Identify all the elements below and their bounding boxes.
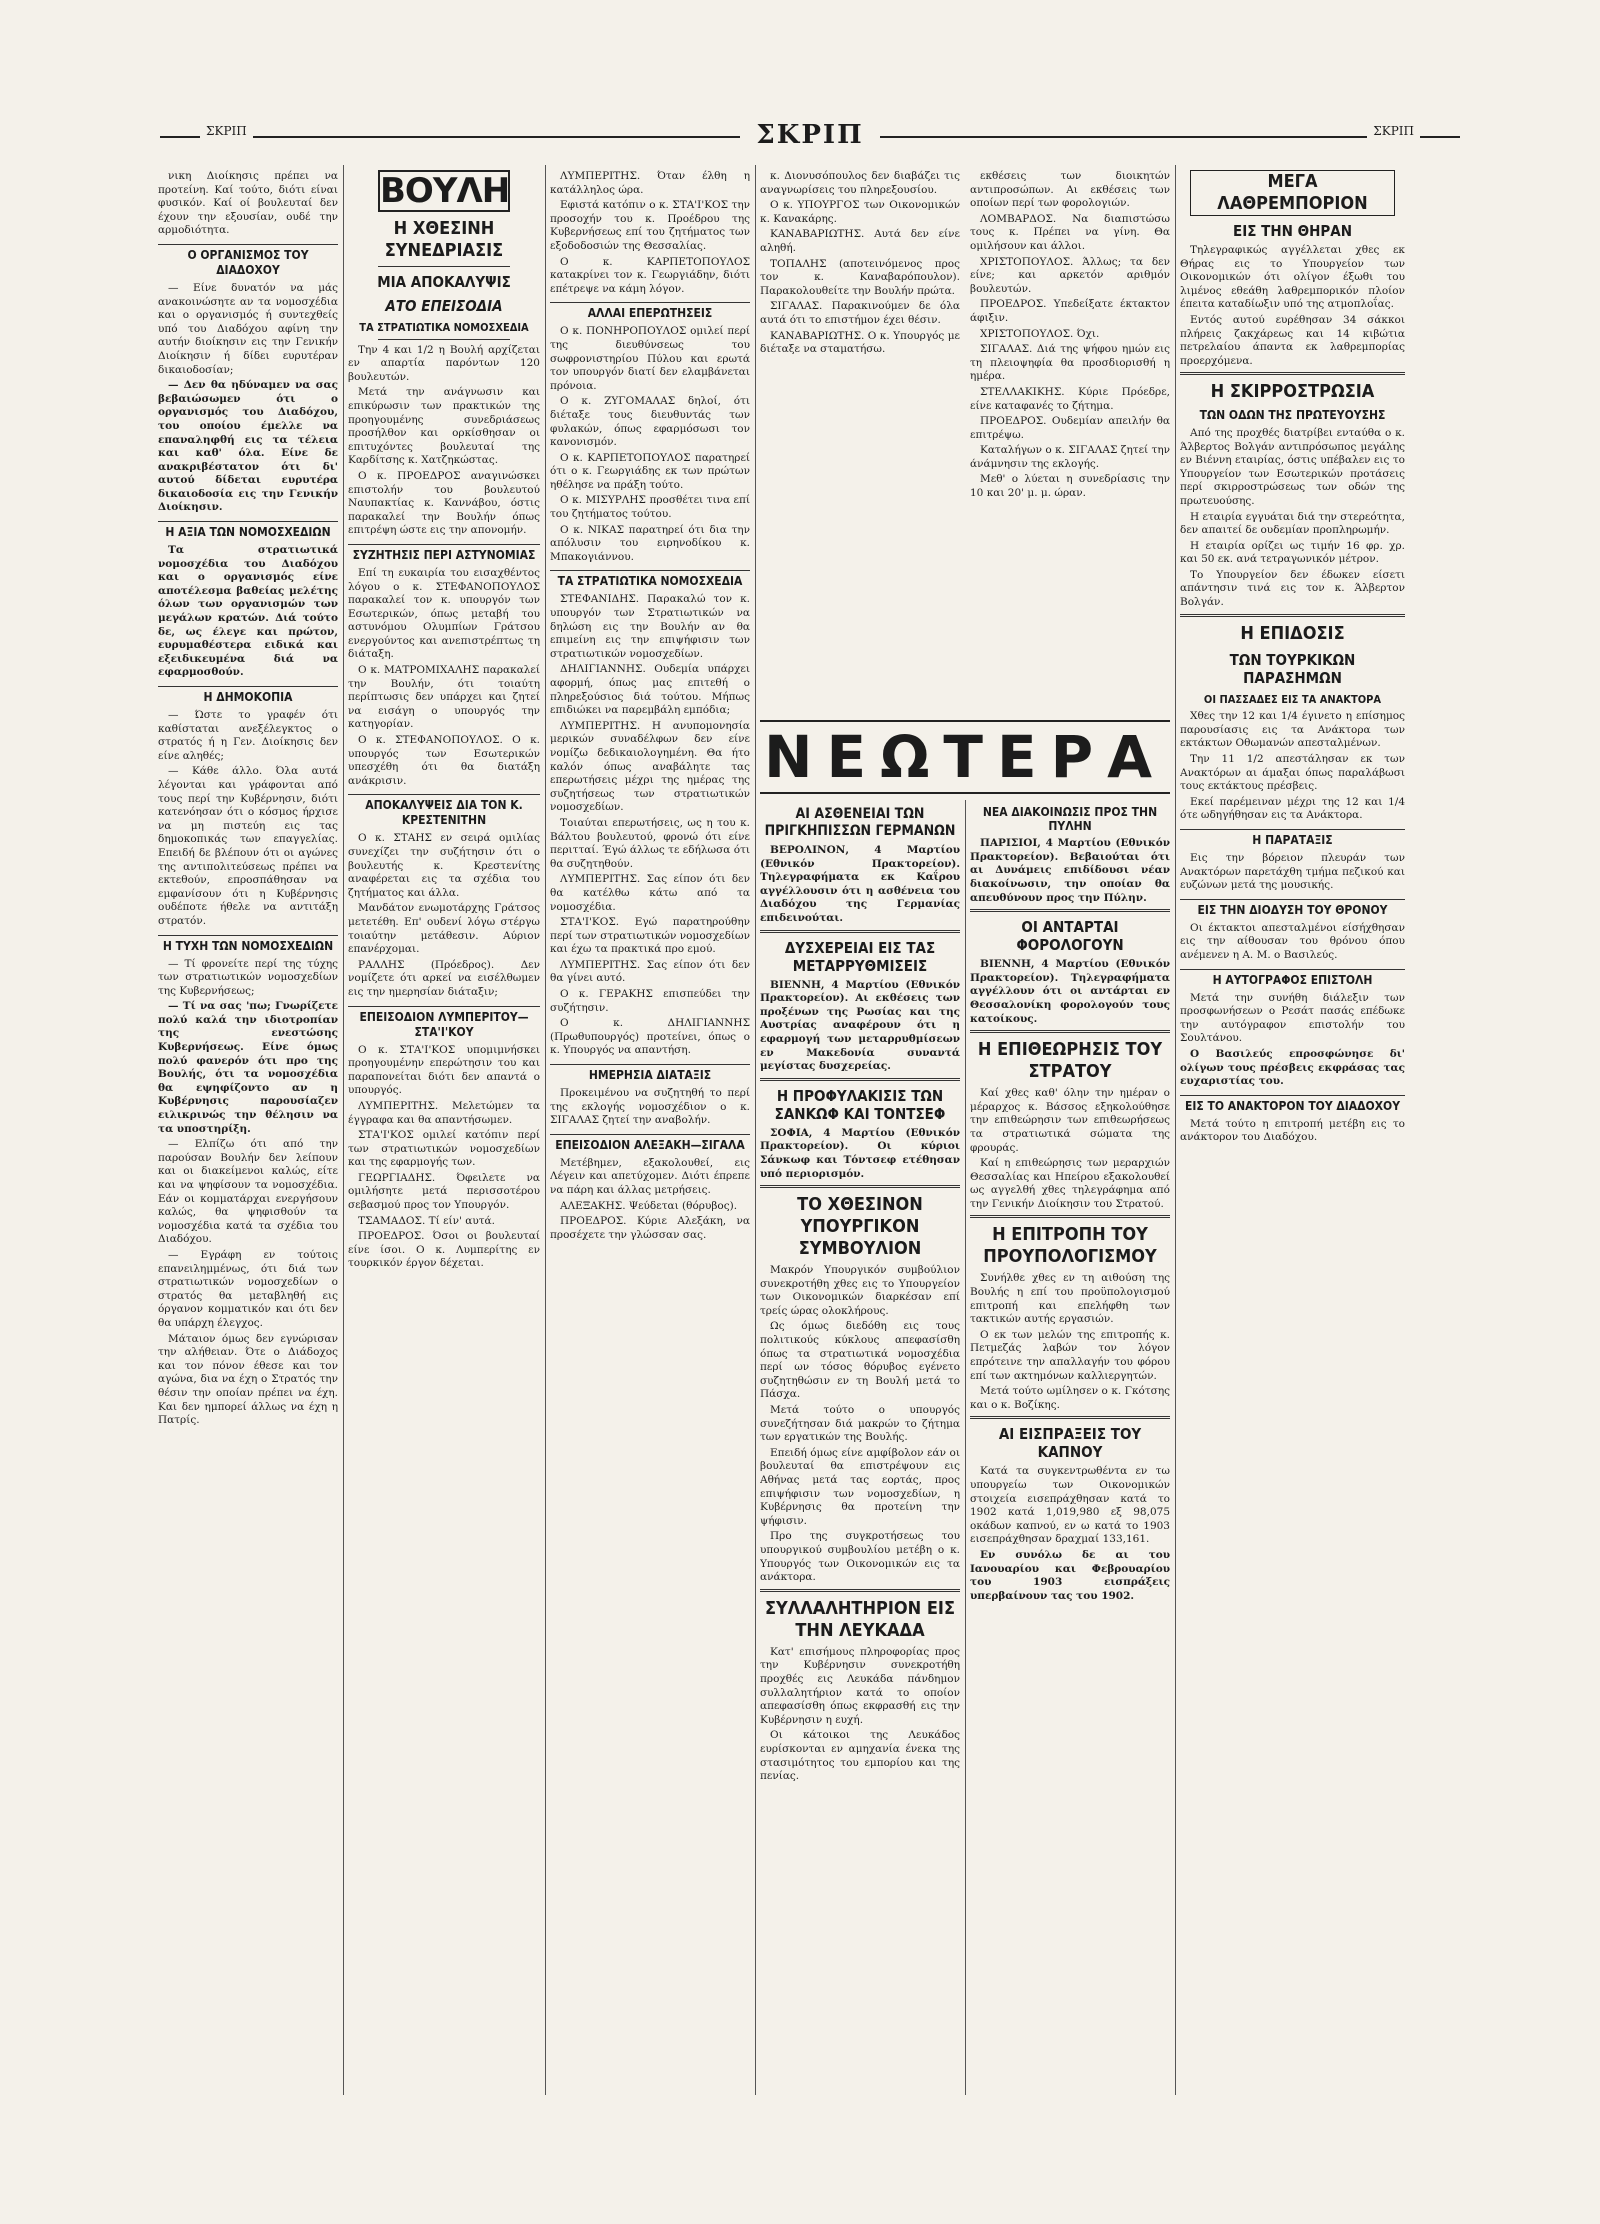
article-heading: ΤΟ ΧΘΕΣΙΝΟΝ ΥΠΟΥΡΓΙΚΟΝ ΣΥΜΒΟΥΛΙΟΝ (797, 1194, 923, 1260)
article-text: Η εταιρία ορίζει ως τιμήν 16 φρ. χρ. και 50 εκ. ανά τετραγωνικόν μέτρον. (1180, 539, 1405, 566)
article-text: Ο κ. ΣΤΑ'Ι'ΚΟΣ υπομιμνήσκει προηγουμένην επερώτησιν του και παραπονείται διότι δεν απαντά ο υπουργός. (348, 1043, 540, 1097)
column-divider (343, 165, 344, 2095)
article-text: ΣΤΕΛΛΑΚΙΚΗΣ. Κύριε Πρόεδρε, είνε καταφανές το ζήτημα. (970, 385, 1170, 412)
article-heading: ΑΠΟΚΑΛΥΨΕΙΣ ΔΙΑ ΤΟΝ Κ. ΚΡΕΣΤΕΝΙΤΗΝ (348, 794, 540, 828)
article-text: — Είνε δυνατόν να μάς ανακοινώσητε αν τα νομοσχέδια και ο οργανισμός ή συντεχθείς υπό του Διαδόχου αφίνη την αυτήν διοίκησιν εις την Γενικήν Διοίκησιν ή δίδει ευρυτέραν δικαιοδοσίαν; (158, 281, 338, 376)
article-text: Εφιστά κατόπιν ο κ. ΣΤΑ'Ι'ΚΟΣ την προσοχήν του κ. Προέδρου της Κυβερνήσεως επί του ζητήματος των εξοδοδοσιών της Θεσσαλίας. (550, 199, 750, 252)
article-text: Μεθ' ο λύεται η συνεδρίασις την 10 και 20' μ. μ. ώραν. (970, 473, 1170, 500)
article-heading: ΝΕΑ ΔΙΑΚΟΙΝΩΣΙΣ ΠΡΟΣ ΤΗΝ ΠΥΛΗΝ (982, 805, 1158, 833)
article-text: Ο εκ των μελών της επιτροπής κ. Πετμεζάς λαβών τον λόγον επρότεινε την απαλλαγήν του φόρου επί των ακτημόνων καλλιεργητών. (970, 1328, 1170, 1382)
article-text: ΚΑΝΑΒΑΡΙΩΤΗΣ. Ο κ. Υπουργός με διέταξε να σταματήσω. (760, 329, 960, 356)
article-text: ΛΟΜΒΑΡΔΟΣ. Να διαπιστώσω τους κ. Πρέπει να γίνη. Θα ομιλήσουν και άλλοι. (970, 212, 1170, 252)
article-text: Ο κ. ΔΗΛΙΓΙΑΝΝΗΣ (Πρωθυπουργός) προτείνει, όπως ο κ. Υπουργός να απαντήση. (550, 1017, 750, 1057)
article-text: Την 4 και 1/2 η Βουλή αρχίζεται εν απαρτία παρόντων 120 βουλευτών. (348, 343, 540, 383)
article-subheading: ΤΩΝ ΤΟΥΡΚΙΚΩΝ ΠΑΡΑΣΗΜΩΝ (1229, 650, 1356, 687)
article-heading: Η ΠΑΡΑΤΑΞΙΣ (1180, 829, 1405, 848)
article-text: Εν συνόλω δε αι του Ιανουαρίου και Φεβρουαρίου του 1903 εισπράξεις υπερβαίνουν τας του 1902. (970, 1548, 1170, 1602)
article-text: Κατά τα συγκεντρωθέντα εν τω υπουργείω των Οικονομικών στοιχεία εισεπράχθησαν κατά το 1902 κατά 1,019,980 εξ 98,075 οκάδων καπνού, εν ω κατά το 1903 εισεπράχθησαν δραχμαί 133,161. (970, 1465, 1170, 1546)
article-text: Συνήλθε χθες εν τη αιθούση της Βουλής η επί του προϋπολογισμού επιτροπή και επελήφθη των τακτικών αυτής εργασιών. (970, 1272, 1170, 1326)
article-text: Καί χθες καθ' όλην την ημέραν ο μέραρχος κ. Βάσσος εξηκολούθησε την επιθεώρησιν των επιθεωρήσεως τα στρατιωτικά σώματα της φρουράς. (970, 1087, 1170, 1154)
article-heading: ΕΙΣ ΤΗΝ ΔΙΟΔΥΣΗ ΤΟΥ ΘΡΟΝΟΥ (1180, 899, 1405, 918)
divider (970, 1215, 1170, 1218)
section-subtitle: ΤΑ ΣΤΡΑΤΙΩΤΙΚΑ ΝΟΜΟΣΧΕΔΙΑ (359, 321, 529, 334)
article-text: Προ της συγκροτήσεως του υπουργικού συμβουλίου μετέβη ο κ. Υπουργός των Οικονομικών εις τα ανάκτορα. (760, 1530, 960, 1584)
article-text: — Ελπίζω ότι από την παρούσαν Βουλήν δεν λείπουν και οι διακείμενοι καλώς, είτε και να ψηφίσουν τα νομοσχέδια. Εάν οι κομματάρχαι ενεργήσουν καλώς, θα ψηφισθούν τα νομοσχέδια κατά τα σχέδια του Διαδόχου. (158, 1138, 338, 1246)
divider (1180, 614, 1405, 617)
article-text: ΒΕΡΟΛΙΝΟΝ, 4 Μαρτίου (Εθνικόν Πρακτορείον). Τηλεγραφήματα εκ Καΐρου αγγέλλουσιν ότι η ασθένεια του Διαδόχου της Γερμανίας επιδεινούται. (760, 844, 960, 924)
article-heading: Η ΠΡΟΦΥΛΑΚΙΣΙΣ ΤΩΝ ΣΑΝΚΩΦ ΚΑΙ ΤΟΝΤΣΕΦ (774, 1086, 946, 1123)
article-text: ΛΥΜΠΕΡΙΤΗΣ. Σας είπον ότι δεν θα γίνει αυτό. (550, 958, 750, 985)
section-subtitle: ΜΙΑ ΑΠΟΚΑΛΥΨΙΣ (377, 273, 511, 291)
column-divider (1175, 165, 1176, 2095)
divider (970, 909, 1170, 912)
article-heading: ΤΑ ΣΤΡΑΤΙΩΤΙΚΑ ΝΟΜΟΣΧΕΔΙΑ (550, 570, 750, 589)
article-text: Κατ' επισήμους πληροφορίας προς την Κυβέρνησιν συνεκροτήθη προχθές εις Λευκάδα πάνδημον συλλαλητήριον κατά το οποίον απεφασίσθη όπως εκφρασθή εις την Κυβέρνησιν η ευχή. (760, 1645, 960, 1726)
article-heading: Η ΑΞΙΑ ΤΩΝ ΝΟΜΟΣΧΕΔΙΩΝ (158, 521, 338, 540)
article-text: Χθες την 12 και 1/4 έγινετο η επίσημος παρουσίασις εις τα Ανάκτορα των εκτάκτων Οθωμανών απεσταλμένων. (1180, 710, 1405, 750)
article-text: ΛΥΜΠΕΡΙΤΗΣ. Η ανυπομονησία μερικών συναδέλφων δεν είνε νομίζω δεδικαιολογημένη. Θα ήτο καλόν όπως αναβάλητε τας επερωτήσεις μέχρι της ημέρας της συζητήσεως των στρατιωτικών νομοσχεδίων. (550, 719, 750, 814)
article-text: Τοιαύται επερωτήσεις, ως η του κ. Βάλτου βουλευτού, φρονώ ότι είνε περιτταί. Έγώ άλλως τε εδήλωσα ότι θα συζητηθούν. (550, 816, 750, 870)
divider (970, 1030, 1170, 1033)
article-heading: ΟΙ ΑΝΤΑΡΤΑΙ ΦΟΡΟΛΟΓΟΥΝ (1016, 918, 1124, 955)
divider (1180, 372, 1405, 375)
article-text: ΣΤΑ'Ι'ΚΟΣ ομιλεί κατόπιν περί των στρατιωτικών νομοσχεδίων και της εφαρμογής των. (348, 1129, 540, 1169)
article-text: Ο κ. ΚΑΡΠΕΤΟΠΟΥΛΟΣ παρατηρεί ότι ο κ. Γεωργιάδης εκ των πρώτων ηθέλησε να πράξη τούτο. (550, 451, 750, 491)
article-text: Από της προχθές διατρίβει ενταύθα ο κ. Άλβερτος Βολγάν αντιπρόσωπος μεγάλης εν Βιέννη εταιρίας, όστις υπέβαλεν εις το Υπουργείον των Εσωτερικών προτάσεις περί σκιρροστρώσεως των οδών της πρωτευούσης. (1180, 426, 1405, 507)
article-text: ΚΑΝΑΒΑΡΙΩΤΗΣ. Αυτά δεν είνε αληθή. (760, 228, 960, 254)
article-heading: ΣΥΛΛΑΛΗΤΗΡΙΟΝ ΕΙΣ ΤΗΝ ΛΕΥΚΑΔΑ (764, 1597, 956, 1641)
article-text: ΑΛΕΞΑΚΗΣ. Ψεύδεται (θόρυβος). (560, 1199, 738, 1212)
article-text: ΣΟΦΙΑ, 4 Μαρτίου (Εθνικόν Πρακτορείον). Οι κύριοι Σάνκωφ και Τόντσεφ ετέθησαν υπό περιορισμόν. (760, 1126, 960, 1180)
article-text: ΔΗΛΙΓΙΑΝΝΗΣ. Ουδεμία υπάρχει αφορμή, όπως μας επιτεθή ο πληρεξούσιος διά τούτου. Μήπως επιδιώκει να παρεμβάλη εμπόδια; (550, 663, 750, 717)
article-text: ΣΙΓΑΛΑΣ. Διά της ψήφου ημών εις τη πλειοψηφία θα προσδιορισθή η ημέρα. (970, 343, 1170, 383)
masthead (160, 120, 1460, 156)
article-text: ΧΡΙΣΤΟΠΟΥΛΟΣ. Όχι. (980, 327, 1100, 340)
article-text: Μετά τούτο ο υπουργός συνεζήτησαν διά μακρών το ζήτημα των εργατικών της Βουλής. (760, 1404, 960, 1444)
divider (760, 1078, 960, 1081)
article-heading: Η ΕΠΙΔΟΣΙΣ (1240, 622, 1345, 644)
article-text: Η εταιρία εγγυάται διά την στερεότητα, δεν απαιτεί δε ουδεμίαν προπληρωμήν. (1180, 510, 1405, 537)
section-subtitle: ΑΤΟ ΕΠΕΙΣΟΔΙΑ (385, 297, 503, 315)
article-text: ΡΑΛΛΗΣ (Πρόεδρος). Δεν νομίζετε ότι αρκεί να εισέλθωμεν εις την ημερησίαν διάταξιν; (348, 958, 540, 998)
article-heading: ΑΙ ΑΣΘΕΝΕΙΑΙ ΤΩΝ ΠΡΙΓΚΗΠΙΣΣΩΝ ΓΕΡΜΑΝΩΝ (764, 806, 956, 839)
article-text: ΠΡΟΕΔΡΟΣ. Κύριε Αλεξάκη, να προσέχετε την γλώσσαν σας. (550, 1215, 750, 1241)
article-text: Ο κ. ΣΤΑΗΣ εν σειρά ομιλίας συνεχίζει την συζήτησιν ότι ο βουλευτής κ. Κρεστενίτης αναφέρεται εις τα σχέδια του ζητήματος και άλλα. (348, 832, 540, 899)
section-title-vouli: ΒΟΥΛΗ (380, 171, 510, 211)
column-5-bottom (970, 800, 1170, 2090)
article-text: Ο Βασιλεύς επροσφώνησε δι' ολίγων τους πρέσβεις εκφράσας τας ευχαριστίας του. (1180, 1047, 1405, 1088)
article-text: Καταλήγων ο κ. ΣΙΓΑΛΑΣ ζητεί την άνάμνησιν της εκλογής. (970, 444, 1170, 470)
article-text: ΧΡΙΣΤΟΠΟΥΛΟΣ. Άλλως; τα δεν είνε; και αρκετόν αριθμόν βουλευτών. (970, 255, 1170, 295)
article-heading: Η ΕΠΙΘΕΩΡΗΣΙΣ ΤΟΥ ΣΤΡΑΤΟΥ (977, 1039, 1163, 1083)
article-heading: ΕΠΕΙΣΟΔΙΟΝ ΛΥΜΠΕΡΙΤΟΥ—ΣΤΑ'Ι'ΚΟΥ (348, 1006, 540, 1040)
article-text: Το Υπουργείον δεν έδωκεν είσετι απάντησιν τινά εις τον κ. Άλβερτον Βολγάν. (1180, 568, 1405, 609)
article-text: Ο κ. ΝΙΚΑΣ παρατηρεί ότι δια την απόλυσιν του ειρηνοδίκου κ. Μπακογιάννου. (550, 523, 750, 563)
article-text: Ο κ. ΖΥΓΟΜΑΛΑΣ δηλοί, ότι διέταξε τους διευθυντάς των φυλακών, όπως εφαρμόσωσι τον κανονισμόν. (550, 395, 750, 449)
column-4-bottom (760, 800, 960, 2090)
article-text: ΠΡΟΕΔΡΟΣ. Όσοι οι βουλευταί είνε ίσοι. Ο κ. Λυμπερίτης εν τουρκικόν έργον δέχεται. (348, 1230, 540, 1270)
article-heading: Η ΤΥΧΗ ΤΩΝ ΝΟΜΟΣΧΕΔΙΩΝ (158, 935, 338, 954)
column-divider (755, 165, 756, 2095)
article-text: Μακρόν Υπουργικόν συμβούλιον συνεκροτήθη χθες εις το Υπουργείον των Οικονομικών διαρκέσαν επί τρείς ώρας ολοκλήρους. (760, 1264, 960, 1317)
article-text: Ο κ. ΠΟΝΗΡΟΠΟΥΛΟΣ ομιλεί περί της διευθύνσεως του σωφρονιστηρίου Πύλου και ερωτά τον υπουργόν διατί δεν ελαμβάνεται πρόνοια. (550, 325, 750, 392)
column-4-top (760, 170, 960, 710)
divider (970, 1416, 1170, 1419)
article-text: Μετά την συνήθη διάλεξιν των προσφωνήσεων ο Ρεσάτ πασάς επέδωκε την αυτόγραφον επιστολήν του Σουλτάνου. (1180, 991, 1405, 1045)
article-text: — Κάθε άλλο. Όλα αυτά λέγονται και γράφονται από τους περί την Κυβέρνησιν, διότι κατενόησαν ότι ο κόσμος ήρχισε να μη πιστεύη εις τας δημοκοπικάς των επαγγελίας. Επειδή δε βλέπουν ότι οι αγώνες της αντιπολιτεύσεως πρέπει να εκτεθούν, επροσπάθησαν να εμφανίσουν ότι η Κυβέρνησις ουδέποτε ήθελε να αντιτάξη στρατόν. (158, 765, 338, 927)
masthead-right-text: ΣΚΡΙΠ (1367, 124, 1420, 138)
article-text: Ο κ. ΥΠΟΥΡΓΟΣ των Οικονομικών κ. Κανακάρης. (760, 199, 960, 225)
column-5-top (970, 170, 1170, 710)
article-text: Ως όμως διεδόθη εις τους πολιτικούς κύκλους απεφασίσθη όπως τα στρατιωτικά νομοσχέδια περί ων τόσος θόρυβος εγένετο συζητηθώσιν εν τη Βουλή μετά το Πάσχα. (760, 1320, 960, 1401)
article-text: Εις την βόρειον πλευράν των Ανακτόρων παρετάχθη τμήμα πεζικού και ευζώνων μετά της μουσικής. (1180, 852, 1405, 892)
divider (760, 1589, 960, 1592)
article-heading: Η ΑΥΤΟΓΡΑΦΟΣ ΕΠΙΣΤΟΛΗ (1180, 969, 1405, 988)
article-text: ΒΙΕΝΝΗ, 4 Μαρτίου (Εθνικόν Πρακτορείον). Τηλεγραφήματα αγγέλλουν ότι οι αντάρται εν Θεσσαλονίκη φορολογούν τους κατοίκους. (970, 958, 1170, 1025)
article-heading: Η ΔΗΜΟΚΟΠΙΑ (158, 686, 338, 705)
section-subtitle: Η ΧΘΕΣΙΝΗ ΣΥΝΕΔΡΙΑΣΙΣ (384, 218, 504, 261)
column-1 (158, 170, 338, 2090)
article-subheading: ΕΙΣ ΤΗΝ ΘΗΡΑΝ (1232, 222, 1353, 240)
article-text: Επειδή όμως είνε αμφίβολον εάν οι βουλευταί θα επιστρέψουν εις Αθήνας μετά τας εορτάς, προς επιψήφισιν των νομοσχεδίων, η Κυβέρνησις θα προτείνη την ψήφισιν. (760, 1446, 960, 1527)
article-heading: ΔΥΣΧΕΡΕΙΑΙ ΕΙΣ ΤΑΣ ΜΕΤΑΡΡΥΘΜΙΣΕΙΣ (784, 938, 936, 975)
article-text: Μανδάτον ενωμοτάρχης Γράτσος μετετέθη. Επ' ουδενί λόγω στέργω τοιαύτην μετάθεσιν. Αύριον επανέρχομαι. (348, 902, 540, 956)
article-text: — Εγράφη εν τούτοις επανειλημμένως, ότι διά των στρατιωτικών νομοσχεδίων ο στρατός θα μεταβληθή εις όργανον κομματικόν και ότι δεν θα υπάρχη έλεγχος. (158, 1248, 338, 1329)
article-text: Ο κ. ΜΑΤΡΟΜΙΧΑΛΗΣ παρακαλεί την Βουλήν, ότι τοιαύτη περίπτωσις δεν υπάρχει και ζητεί να εισάγη ο υπουργός την κατηγορίαν. (348, 664, 540, 731)
article-text: Προκειμένου να συζητηθή το περί της εκλογής νομοσχέδιον ο κ. ΣΙΓΑΛΑΣ ζητεί την αναβολήν. (550, 1087, 750, 1127)
masthead-left-text: ΣΚΡΙΠ (200, 124, 253, 138)
article-text: Εντός αυτού ευρέθησαν 34 σάκκοι πλήρεις ζακχάρεως και 14 κιβώτια πετρελαίου άπαντα εκ λαθρεμπορίας προερχόμενα. (1180, 313, 1405, 367)
article-text: ΛΥΜΠΕΡΙΤΗΣ. Σας είπον ότι δεν θα κατέλθω κάτω από τα νομοσχέδια. (550, 873, 750, 913)
article-text: Ο κ. ΜΙΣΥΡΛΗΣ προσθέτει τινα επί του ζητήματος τούτου. (550, 494, 750, 521)
column-3 (550, 170, 750, 2090)
article-heading: ΗΜΕΡΗΣΙΑ ΔΙΑΤΑΞΙΣ (550, 1064, 750, 1083)
article-heading: ΜΕΓΑ ΛΑΘΡΕΜΠΟΡΙΟΝ (1190, 170, 1395, 216)
article-text: ΤΟΠΑΛΗΣ (αποτεινόμενος προς τον κ. Καναβαρόπουλον). Παρακολουθείτε την Βουλήν πρώτα. (760, 257, 960, 297)
article-text: Ο κ. ΚΑΡΠΕΤΟΠΟΥΛΟΣ κατακρίνει τον κ. Γεωργιάδην, διότι επέτρεψε να κάμη λόγον. (550, 255, 750, 295)
article-text: ΒΙΕΝΝΗ, 4 Μαρτίου (Εθνικόν Πρακτορείον). Αι εκθέσεις των προξένων της Ρωσίας και της Αυστρίας αναφέρουν ότι η εφαρμογή των μεταρρυθμίσεων εν Μακεδονία συναντά μεγίστας δυσχερείας. (760, 978, 960, 1073)
article-text: Ο κ. ΣΤΕΦΑΝΟΠΟΥΛΟΣ. Ο κ. υπουργός των Εσωτερικών υπεσχέθη ότι θα διατάξη ανάκρισιν. (348, 734, 540, 787)
article-text: ΣΤΕΦΑΝΙΔΗΣ. Παρακαλώ τον κ. υπουργόν των Στρατιωτικών να δηλώση εις την Βουλήν αν θα επιμείνη εις την επιψήφισιν των στρατιωτικών νομοσχεδίων. (550, 593, 750, 660)
article-text: Τηλεγραφικώς αγγέλλεται χθες εκ Θήρας εις το Υπουργείον των Οικονομικών ότι ολίγον έξωθι του λιμένος εθεάθη λαθρεμπορικόν πλοίον έπειτα καταδίωξιν υπό της ατμοπλοΐας. (1180, 244, 1405, 311)
article-heading: Η ΕΠΙΤΡΟΠΗ ΤΟΥ ΠΡΟΥΠΟΛΟΓΙΣΜΟΥ (983, 1224, 1157, 1268)
article-text: Εκεί παρέμειναν μέχρι της 12 και 1/4 ότε ωδηγήθησαν εις τα Ανάκτορα. (1180, 795, 1405, 822)
article-text: ΠΡΟΕΔΡΟΣ. Υπεδείξατε έκτακτον άφιξιν. (970, 298, 1170, 324)
article-text: Μετά τούτο η επιτροπή μετέβη εις το ανάκτορον του Διαδόχου. (1180, 1117, 1405, 1144)
article-heading: ΣΥΖΗΤΗΣΙΣ ΠΕΡΙ ΑΣΤΥΝΟΜΙΑΣ (348, 544, 540, 563)
article-text: — Τί φρονείτε περί της τύχης των στρατιωτικών νομοσχεδίων της Κυβερνήσεως; (158, 957, 338, 997)
article-text: ΠΡΟΕΔΡΟΣ. Ουδεμίαν απειλήν θα επιτρέψω. (970, 415, 1170, 441)
newspaper-title: ΣΚΡΙΠ (740, 120, 880, 150)
article-text: εκθέσεις των διοικητών αντιπροσώπων. Αι εκθέσεις των οποίων περί των φορολογιών. (970, 170, 1170, 210)
article-text: Καί η επιθεώρησις των μεραρχιών Θεσσαλίας και Ηπείρου εξακολουθεί ως αγγελθή χθες τηλεγράφημα από την Γενικήν Διοίκησιν του Στρατού. (970, 1157, 1170, 1210)
article-text: νικη Διοίκησις πρέπει να προτείνη. Καί τούτο, διότι είναι φυσικόν. Καί οί βουλευταί δεν έχουν την εξουσίαν, ουδέ την αρμοδιότητα. (158, 170, 338, 237)
article-text: ΛΥΜΠΕΡΙΤΗΣ. Όταν έλθη η κατάλληλος ώρα. (550, 170, 750, 196)
article-text: ΓΕΩΡΓΙΑΔΗΣ. Όφειλετε να ομιλήσητε μετά περισσοτέρου σεβασμού προς τον Υπουργόν. (348, 1171, 540, 1212)
article-heading: Η ΣΚΙΡΡΟΣΤΡΩΣΙΑ (1210, 381, 1375, 403)
column-divider (545, 165, 546, 2095)
article-text: Την 11 1/2 απεστάλησαν εκ των Ανακτόρων αι άμαξαι όπως παραλάβωσι τους εκτάκτους πρέσβεις. (1180, 753, 1405, 793)
article-heading: Ο ΟΡΓΑΝΙΣΜΟΣ ΤΟΥ ΔΙΑΔΟΧΟΥ (158, 244, 338, 278)
article-text: Επί τη ευκαιρία του εισαχθέντος λόγου ο κ. ΣΤΕΦΑΝΟΠΟΥΛΟΣ παρακαλεί τον κ. υπουργόν των Εσωτερικών, όπως μεταβή του αστυνόμου Ολυμπίων Γράτσου ενεργούντος και ανεπιστρέπτως τη διάταξη. (348, 566, 540, 661)
article-text: Μάταιον όμως δεν εγνώρισαν την αλήθειαν. Ότε ο Διάδοχος και τον πόνον έθεσε και τον αγώνα, δια να έχη ο Στρατός την θέσιν την οποίαν πρέπει να έχη. Και δεν ημπορεί άλλως να έχη η Πατρίς. (158, 1332, 338, 1427)
article-text: — Ώστε το γραφέν ότι καθίσταται ανεξέλεγκτος ο στρατός ή η Γεν. Διοίκησις δεν είνε αληθές; (158, 709, 338, 762)
article-heading: ΕΙΣ ΤΟ ΑΝΑΚΤΟΡΟΝ ΤΟΥ ΔΙΑΔΟΧΟΥ (1180, 1095, 1405, 1114)
article-text: Οι κάτοικοι της Λευκάδος ευρίσκονται εν αμηχανία ένεκα της στασιμότητος του εμπορίου και της πενίας. (760, 1729, 960, 1783)
article-heading: ΑΛΛΑΙ ΕΠΕΡΩΤΗΣΕΙΣ (550, 302, 750, 321)
article-text: κ. Διονυσόπουλος δεν διαβάζει τις αναγνωρίσεις του πληρεξουσίου. (760, 170, 960, 196)
column-divider (965, 800, 966, 2095)
article-text: Μετά τούτο ωμίλησεν ο κ. Γκότσης και ο κ. Βοζίκης. (970, 1385, 1170, 1411)
divider (378, 339, 510, 340)
article-text: ΣΙΓΑΛΑΣ. Παρακινούμεν δε όλα αυτά ότι το επιστήμον έχει θέσιν. (760, 300, 960, 326)
article-text: Ο κ. ΠΡΟΕΔΡΟΣ αναγινώσκει επιστολήν του βουλευτού Ναυπακτίας κ. Καννάβου, όστις παρακαλεί την Βουλήν όπως επιτρέψη ώστε εις την απονομήν. (348, 469, 540, 537)
article-text: Μετέβημεν, εξακολουθεί, εις Λέγειν και απετύχομεν. Διότι έπρεπε να πάρη και άλλας μετρήσεις. (550, 1156, 750, 1196)
article-text: — Δεν θα ηδύναμεν να σας βεβαιώσωμεν ότι ο οργανισμός του Διαδόχου, του οποίου έμελλε να επαναληφθή εις τα τέλεια και καθ' όλα. Είνε δε ανακριβέστατον ότι δι' αυτού δίδεται ευρυτέρα δικαιοδοσία εις την Γενικήν Διοίκησιν. (158, 379, 338, 514)
divider (378, 266, 510, 267)
article-text: Μετά την ανάγνωσιν και επικύρωσιν των πρακτικών της προηγουμένης συνεδριάσεως προσήλθον και ορκίσθησαν οι επιτυχόντες βουλευταί της Καρδίτσης κ. Χατζηκώστας. (348, 386, 540, 467)
article-text: Οι έκτακτοι απεσταλμένοι είσήχθησαν εις την αίθουσαν του θρόνου όπου ανέμενεν η Α. Μ. ο Βασιλεύς. (1180, 921, 1405, 961)
article-text: — Τί να σας 'πω; Γνωρίζετε πολύ καλά την ιδιοτροπίαν της ενεστώσης Κυβερνήσεως. Είνε όμως πολύ φανερόν ότι προ της Βουλής, ότι τα νομοσχέδια θα εψηφίζοντο αν η Κυβέρνησις παρουσίαζεν ειλικρινώς την θέλησιν να τα υποστηρίξη. (158, 1000, 338, 1135)
column-6 (1180, 170, 1405, 2090)
neotera-banner: ΝΕΩΤΕΡΑ (760, 720, 1170, 794)
article-subheading: ΟΙ ΠΑΣΣΑΔΕΣ ΕΙΣ ΤΑ ΑΝΑΚΤΟΡΑ (1203, 692, 1382, 706)
article-text: ΣΤΑ'Ι'ΚΟΣ. Εγώ παρατηρούθην περί των στρατιωτικών νομοσχεδίων και έχω τα πρακτικά προ εμού. (550, 916, 750, 956)
article-text: ΤΣΑΜΑΔΟΣ. Τί είν' αυτά. (358, 1214, 495, 1227)
article-text: ΠΑΡΙΣΙΟΙ, 4 Μαρτίου (Εθνικόν Πρακτορείον). Βεβαιούται ότι αι Δυνάμεις επιδίδουσι νέαν διακοίνωσιν, την οποίαν θα απευθύνουν προς την Πύλην. (970, 837, 1170, 904)
article-heading: ΕΠΕΙΣΟΔΙΟΝ ΑΛΕΞΑΚΗ—ΣΙΓΑΛΑ (550, 1134, 750, 1153)
article-heading: ΑΙ ΕΙΣΠΡΑΞΕΙΣ ΤΟΥ ΚΑΠΝΟΥ (998, 1425, 1142, 1462)
divider (760, 930, 960, 933)
article-subheading: ΤΩΝ ΟΔΩΝ ΤΗΣ ΠΡΩΤΕΥΟΥΣΗΣ (1199, 408, 1386, 423)
divider (760, 1185, 960, 1188)
column-2 (348, 170, 540, 2090)
article-text: ΛΥΜΠΕΡΙΤΗΣ. Μελετώμεν τα έγγραφα και θα απαντήσωμεν. (348, 1099, 540, 1126)
article-text: Τα στρατιωτικά νομοσχέδια του Διαδόχου και ο οργανισμός είνε αποτέλεσμα βαθείας μελέτης όλων των οργανισμών των μεγάλων κρατών. Διά τούτο δε, ως έλεγε και πρώτον, ευρυμαθέστερα ειδικά και εξειδικευμένα διά να εφαρμοσθούν. (158, 544, 338, 679)
article-text: Ο κ. ΓΕΡΑΚΗΣ επισπεύδει την συζήτησιν. (550, 988, 750, 1014)
